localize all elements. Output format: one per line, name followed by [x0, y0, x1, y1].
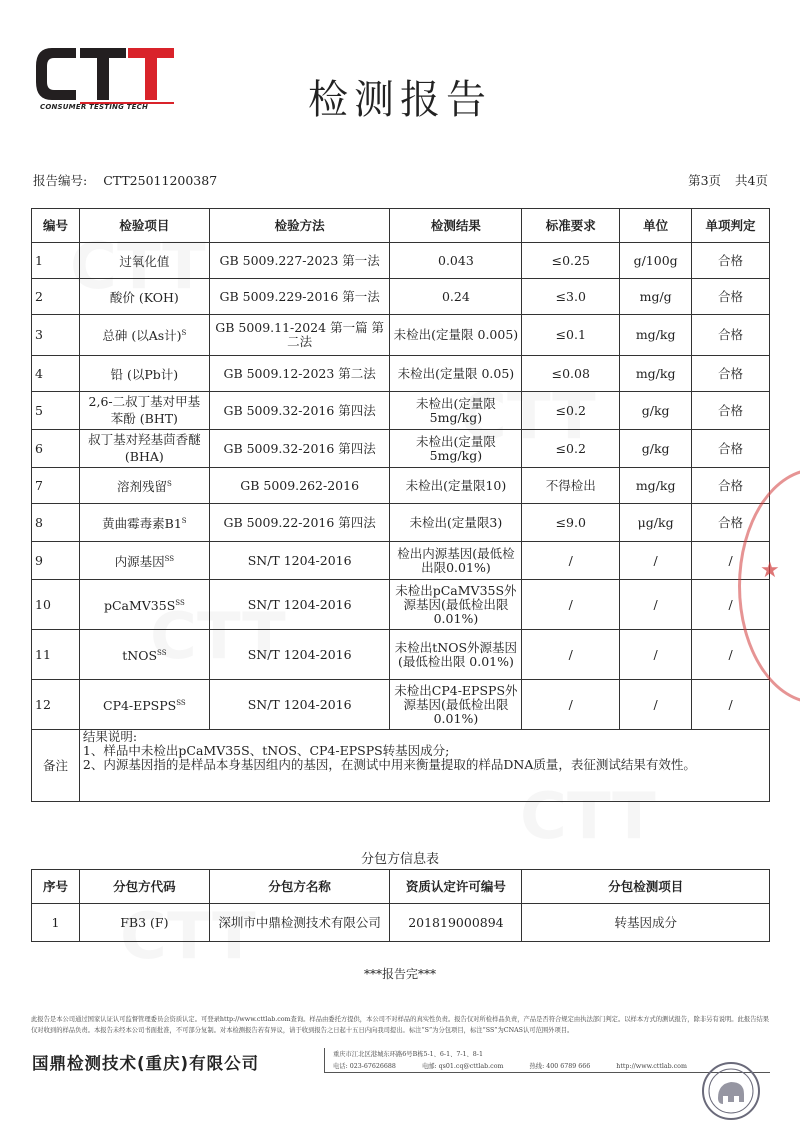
logo-tagline: CONSUMER TESTING TECH [40, 103, 149, 111]
cell-unit: g/100g [620, 243, 692, 279]
cell-item [79, 356, 209, 392]
table-row [32, 430, 770, 468]
cell-verdict: 合格 [692, 504, 770, 542]
cell-unit: mg/kg [620, 315, 692, 356]
page-title: 检测报告 [308, 77, 492, 123]
cell-result: 未检出pCaMV35S外源基因(最低检出限 0.01%) [390, 580, 522, 630]
cell-standard: 不得检出 [522, 468, 620, 504]
item-name: 黄曲霉毒素B1 [102, 516, 182, 532]
cell-method: GB 5009.12-2023 第二法 [209, 356, 390, 392]
cell-unit: μg/kg [620, 504, 692, 542]
table-row [32, 356, 770, 392]
item-name: tNOS [122, 648, 158, 664]
header-result: 检测结果 [390, 209, 522, 243]
item-marker: S [181, 329, 187, 338]
cell-result: 0.043 [390, 243, 522, 279]
item-name: 内源基因 [114, 554, 165, 570]
cell-verdict: / [692, 680, 770, 730]
item-name: 叔丁基对羟基茴香醚 (BHA) [88, 431, 201, 465]
cell-verdict: / [692, 630, 770, 680]
cell-method: GB 5009.22-2016 第四法 [209, 504, 390, 542]
sub-cell-name: 深圳市中鼎检测技术有限公司 [209, 904, 390, 942]
company-phone: 电话: 023-67626688 [333, 1063, 396, 1070]
cell-standard: / [522, 580, 620, 630]
item-name: 总砷 (以As计) [102, 328, 182, 344]
subcontract-table [31, 869, 770, 942]
cell-item [79, 392, 209, 430]
cell-method: SN/T 1204-2016 [209, 580, 390, 630]
cell-no: 1 [32, 243, 80, 279]
cell-method: GB 5009.229-2016 第一法 [209, 279, 390, 315]
footer-divider [324, 1048, 325, 1072]
notes-label: 备注 [32, 730, 80, 802]
cell-result: 0.24 [390, 279, 522, 315]
cell-item [79, 468, 209, 504]
cell-method: GB 5009.11-2024 第一篇 第二法 [209, 315, 390, 356]
cell-unit: mg/g [620, 279, 692, 315]
cell-unit: mg/kg [620, 468, 692, 504]
notes-row [32, 730, 770, 802]
cell-unit: g/kg [620, 392, 692, 430]
item-name: pCaMV35S [103, 598, 176, 614]
header-verdict: 单项判定 [692, 209, 770, 243]
company-address: 重庆市江北区港城东环路6号B栋5-1、6-1、7-1、8-1 [333, 1051, 483, 1058]
cell-item [79, 580, 209, 630]
table-row [32, 315, 770, 356]
cell-verdict: 合格 [692, 279, 770, 315]
cell-method: SN/T 1204-2016 [209, 630, 390, 680]
cell-unit: / [620, 580, 692, 630]
cell-item [79, 680, 209, 730]
item-marker: SS [175, 598, 185, 607]
cell-method: GB 5009.32-2016 第四法 [209, 430, 390, 468]
sub-header-name: 分包方名称 [209, 870, 390, 904]
cell-result: 未检出(定量限 5mg/kg) [390, 430, 522, 468]
cell-method: SN/T 1204-2016 [209, 680, 390, 730]
cell-no: 8 [32, 504, 80, 542]
report-end: ***报告完*** [363, 967, 436, 981]
subcontract-header-row [32, 870, 770, 904]
cell-verdict: 合格 [692, 468, 770, 504]
cell-unit: mg/kg [620, 356, 692, 392]
item-name: 铅 (以Pb计) [110, 367, 179, 383]
cell-method: SN/T 1204-2016 [209, 542, 390, 580]
cell-item [79, 315, 209, 356]
header-method: 检验方法 [209, 209, 390, 243]
cell-verdict: / [692, 580, 770, 630]
cell-unit: / [620, 542, 692, 580]
cell-verdict: / [692, 542, 770, 580]
cell-item [79, 279, 209, 315]
elephant-seal-icon [700, 1060, 762, 1122]
cell-result: 未检出(定量限 0.05) [390, 356, 522, 392]
table-row [32, 468, 770, 504]
cell-no: 4 [32, 356, 80, 392]
cell-no: 10 [32, 580, 80, 630]
cell-method: GB 5009.262-2016 [209, 468, 390, 504]
sub-cell-item: 转基因成分 [522, 904, 770, 942]
cell-standard: / [522, 542, 620, 580]
cell-standard: ≤0.25 [522, 243, 620, 279]
cell-no: 12 [32, 680, 80, 730]
cell-result: 未检出tNOS外源基因(最低检出限 0.01%) [390, 630, 522, 680]
header-standard: 标准要求 [522, 209, 620, 243]
cell-result: 未检出(定量限3) [390, 504, 522, 542]
item-name: 溶剂残留 [116, 479, 167, 495]
table-row [32, 630, 770, 680]
cell-no: 5 [32, 392, 80, 430]
cell-no: 3 [32, 315, 80, 356]
sub-header-license: 资质认定许可编号 [390, 870, 522, 904]
page-total: 共4页 [735, 173, 768, 188]
company-hotline: 热线: 400 6789 666 [529, 1063, 591, 1070]
cell-item [79, 504, 209, 542]
table-row [32, 504, 770, 542]
cell-item [79, 243, 209, 279]
report-number-label: 报告编号: [33, 173, 88, 188]
item-name: CP4-EPSPS [103, 698, 177, 714]
sub-header-code: 分包方代码 [79, 870, 209, 904]
item-name: 2,6-二叔丁基对甲基苯酚 (BHT) [88, 393, 201, 427]
cell-method: GB 5009.227-2023 第一法 [209, 243, 390, 279]
cell-no: 9 [32, 542, 80, 580]
cell-standard: / [522, 630, 620, 680]
cell-unit: / [620, 630, 692, 680]
header-item: 检验项目 [79, 209, 209, 243]
table-header-row [32, 209, 770, 243]
table-row [32, 279, 770, 315]
disclaimer-text: 此报告是本公司通过国家认证认可监督管理委员会资质认定。可登录http://www.cttlab.com查询。样品由委托方提供，本公司不对样品的真实性负责。报告仅对所检样品负责，产品是否符合规定由执法部门判定。以样本方式的测试报告，除非另有说明。此报告结果仅对收到的样品负责。本报告未经本公司书面批准，不可部分复制。对本检测报告若有异议，请于收到报告之日起十五日内向我司提出。标注“S”为分包项目，标注“SS”为CNAS认可范围外项目。 [31, 1016, 770, 1034]
cell-result: 未检出(定量限10) [390, 468, 522, 504]
page-info [688, 171, 768, 189]
cell-standard: ≤0.1 [522, 315, 620, 356]
page-current: 第3页 [688, 173, 722, 188]
sub-header-no: 序号 [32, 870, 80, 904]
sub-cell-code: FB3 (F) [79, 904, 209, 942]
cell-result: 检出内源基因(最低检出限0.01%) [390, 542, 522, 580]
table-row [32, 580, 770, 630]
cell-no: 6 [32, 430, 80, 468]
cell-unit: / [620, 680, 692, 730]
table-row [32, 243, 770, 279]
stamp-star-icon: ★ [760, 558, 780, 583]
cell-no: 11 [32, 630, 80, 680]
cell-standard: / [522, 680, 620, 730]
sub-cell-no: 1 [32, 904, 80, 942]
cell-result: 未检出(定量限 5mg/kg) [390, 392, 522, 430]
notes-line-2: 2、内源基因指的是样品本身基因组内的基因，在测试中用来衡量提取的样品DNA质量，表征测试结果有效性。 [82, 757, 696, 772]
cell-item [79, 542, 209, 580]
notes-line-1: 1、样品中未检出pCaMV35S、tNOS、CP4-EPSPS转基因成分; [82, 743, 450, 758]
cell-verdict: 合格 [692, 356, 770, 392]
sub-cell-license: 201819000894 [390, 904, 522, 942]
cell-unit: g/kg [620, 430, 692, 468]
header-no: 编号 [32, 209, 80, 243]
report-number [33, 171, 217, 189]
cell-standard: ≤9.0 [522, 504, 620, 542]
cell-no: 7 [32, 468, 80, 504]
cell-result: 未检出CP4-EPSPS外源基因(最低检出限 0.01%) [390, 680, 522, 730]
item-marker: SS [176, 698, 186, 707]
table-row [32, 542, 770, 580]
item-marker: S [166, 479, 172, 488]
item-marker: SS [157, 648, 167, 657]
cell-verdict: 合格 [692, 315, 770, 356]
cell-result: 未检出(定量限 0.005) [390, 315, 522, 356]
notes-heading: 结果说明: [82, 729, 138, 744]
results-table [31, 208, 770, 802]
cell-verdict: 合格 [692, 392, 770, 430]
subcontract-row [32, 904, 770, 942]
cell-verdict: 合格 [692, 430, 770, 468]
subcontract-title: 分包方信息表 [360, 852, 439, 867]
cell-standard: ≤3.0 [522, 279, 620, 315]
cell-standard: ≤0.2 [522, 430, 620, 468]
cell-standard: ≤0.08 [522, 356, 620, 392]
sub-header-item: 分包检测项目 [522, 870, 770, 904]
table-row [32, 680, 770, 730]
cell-item [79, 630, 209, 680]
header-unit: 单位 [620, 209, 692, 243]
report-number-value: CTT25011200387 [103, 173, 218, 188]
cell-verdict: 合格 [692, 243, 770, 279]
table-row [32, 392, 770, 430]
item-name: 过氧化值 [119, 254, 170, 270]
company-website: http://www.cttlab.com [616, 1063, 687, 1070]
item-marker: SS [164, 554, 175, 563]
notes-content [79, 730, 769, 802]
company-name: 国鼎检测技术(重庆)有限公司 [32, 1054, 260, 1073]
cell-no: 2 [32, 279, 80, 315]
company-email: 电邮: qs01.cq@cttlab.com [421, 1063, 504, 1070]
item-name: 酸价 (KOH) [109, 290, 179, 306]
item-marker: S [181, 516, 187, 525]
cell-method: GB 5009.32-2016 第四法 [209, 392, 390, 430]
cell-standard: ≤0.2 [522, 392, 620, 430]
cell-item [79, 430, 209, 468]
